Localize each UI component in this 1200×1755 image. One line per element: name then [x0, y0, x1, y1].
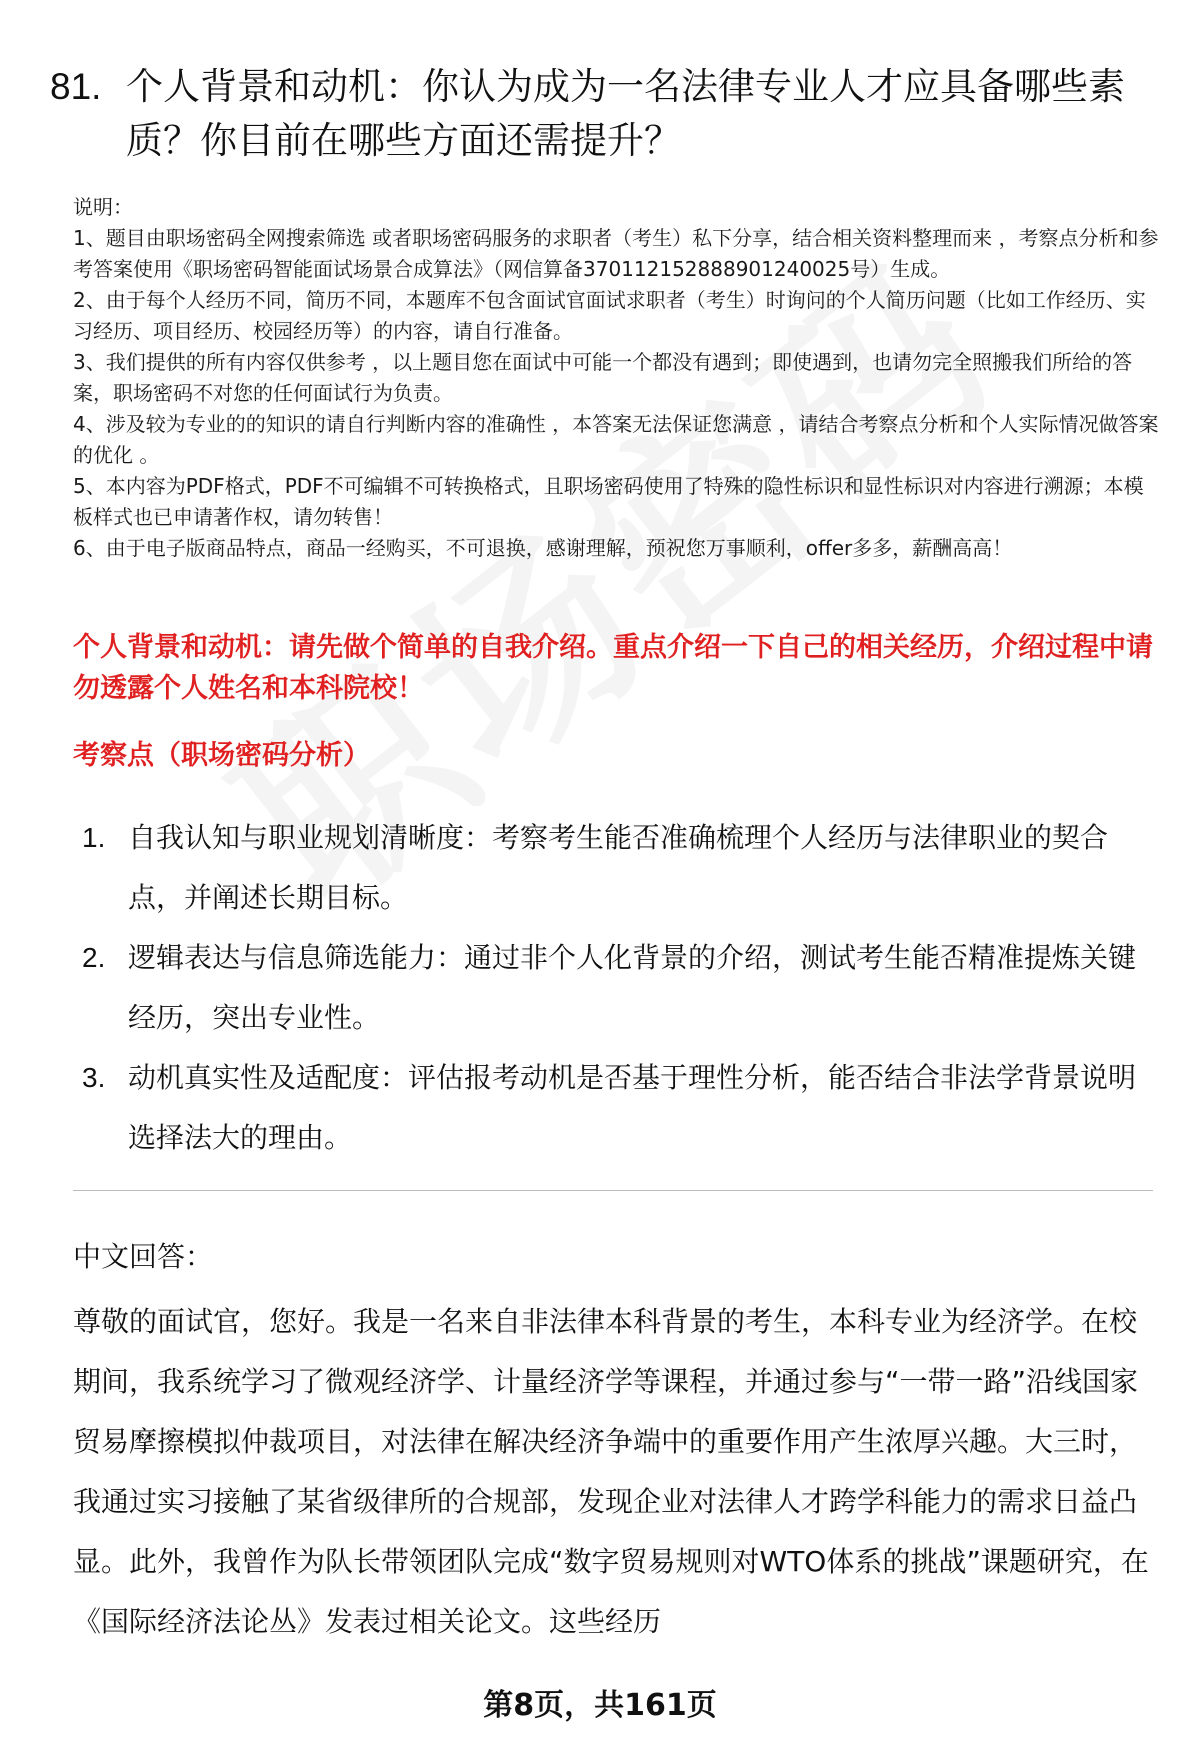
note-item: 2、由于每个人经历不同，简历不同，本题库不包含面试官面试求职者（考生）时询问的个人简历问题（比如工作经历、实习经历、项目经历、校园经历等）的内容，请自行准备。 [73, 288, 1146, 343]
page-footer: 第8页，共161页 [483, 1688, 717, 1723]
question-text: 个人背景和动机：你认为成为一名法律专业人才应具备哪些素质？你目前在哪些方面还需提升？ [126, 65, 1125, 162]
interview-prompt: 个人背景和动机：请先做个简单的自我介绍。重点介绍一下自己的相关经历，介绍过程中请勿透露个人姓名和本科院校！ [73, 632, 1153, 704]
note-item: 4、涉及较为专业的的知识的请自行判断内容的准确性 ，本答案无法保证您满意 ，请结合考察点分析和个人实际情况做答案的优化 。 [73, 412, 1159, 467]
notes-section [73, 192, 1163, 564]
point-number: 2. [82, 942, 106, 973]
point-number: 1. [82, 822, 106, 853]
analysis-point [82, 928, 1162, 1048]
point-text: 逻辑表达与信息筛选能力：通过非个人化背景的介绍，测试考生能否精准提炼关键经历，突出专业性。 [128, 941, 1137, 1034]
point-number: 3. [82, 1062, 106, 1093]
analysis-heading: 考察点（职场密码分析） [73, 740, 370, 771]
analysis-point [82, 808, 1162, 928]
note-item: 6、由于电子版商品特点，商品一经购买，不可退换，感谢理解，预祝您万事顺利，offer多多，薪酬高高！ [73, 536, 1013, 560]
notes-heading: 说明： [73, 195, 133, 219]
answer-body: 尊敬的面试官，您好。我是一名来自非法律本科背景的考生，本科专业为经济学。在校期间，我系统学习了微观经济学、计量经济学等课程，并通过参与“一带一路”沿线国家贸易摩擦模拟仲裁项目，对法律在解决经济争端中的重要作用产生浓厚兴趣。大三时，我通过实习接触了某省级律所的合规部，发现企业对法律人才跨学科能力的需求日益凸显。此外，我曾作为队长带领团队完成“数字贸易规则对WTO体系的挑战”课题研究，在《国际经济法论丛》发表过相关论文。这些经历 [73, 1305, 1149, 1638]
analysis-point [82, 1048, 1162, 1168]
note-item: 1、题目由职场密码全网搜索筛选 或者职场密码服务的求职者（考生）私下分享，结合相关资料整理而来 ，考察点分析和参考答案使用《职场密码智能面试场景合成算法》（网信算备370112152888901240025号）生成。 [73, 226, 1159, 281]
analysis-points [82, 808, 1162, 1168]
point-text: 自我认知与职业规划清晰度：考察考生能否准确梳理个人经历与法律职业的契合点，并阐述长期目标。 [128, 821, 1109, 914]
note-item: 5、本内容为PDF格式，PDF不可编辑不可转换格式，且职场密码使用了特殊的隐性标识和显性标识对内容进行溯源；本模板样式也已申请著作权，请勿转售！ [73, 474, 1144, 529]
answer-label: 中文回答： [73, 1240, 214, 1273]
question-title [50, 60, 1150, 168]
section-divider [73, 1190, 1153, 1191]
note-item: 3、我们提供的所有内容仅供参考 ，以上题目您在面试中可能一个都没有遇到；即使遇到，也请勿完全照搬我们所给的答案，职场密码不对您的任何面试行为负责。 [73, 350, 1133, 405]
point-text: 动机真实性及适配度：评估报考动机是否基于理性分析，能否结合非法学背景说明选择法大的理由。 [128, 1061, 1137, 1154]
question-number: 81. [50, 66, 102, 107]
